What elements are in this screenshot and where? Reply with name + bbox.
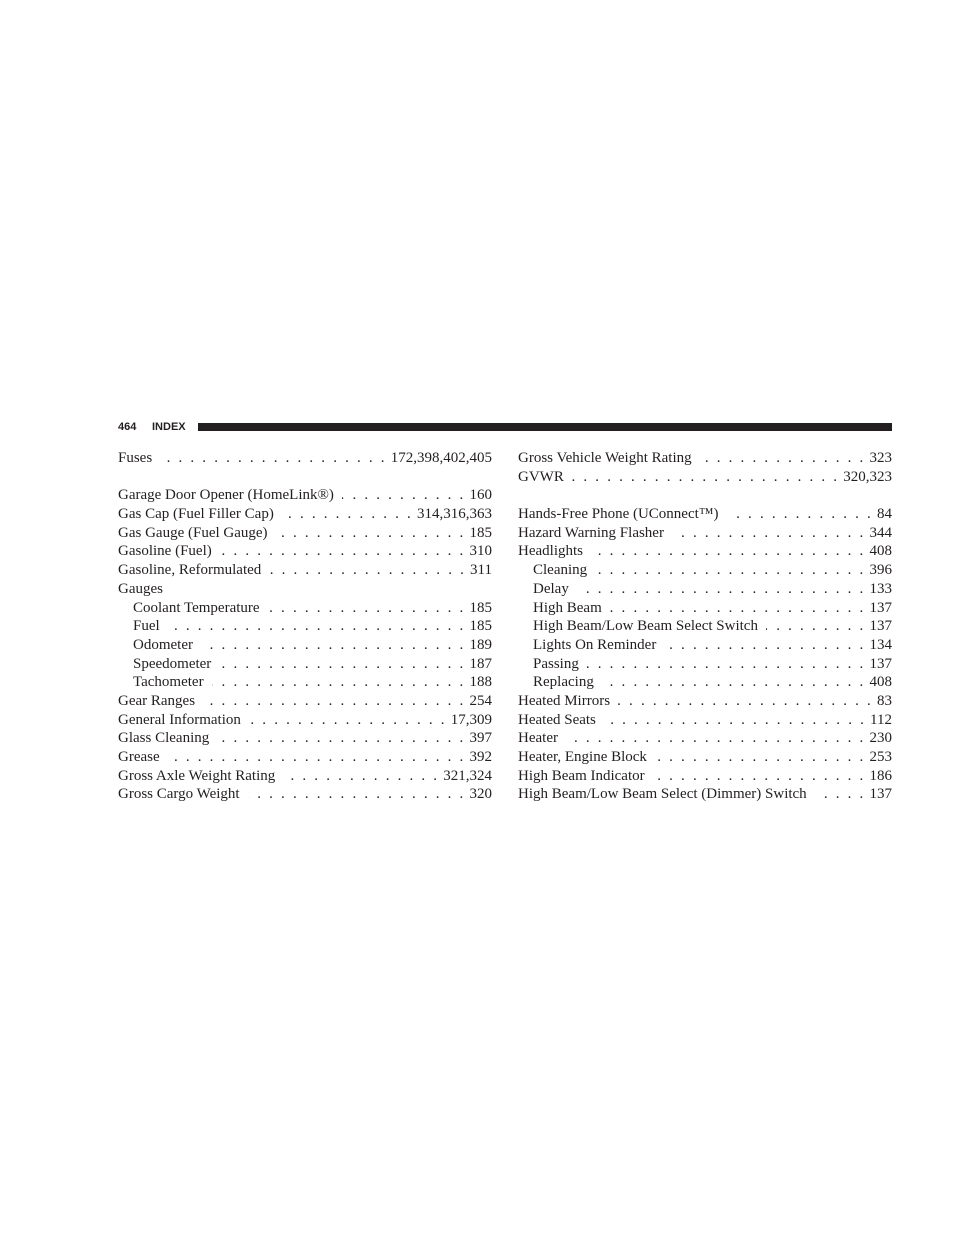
index-page-numbers: 408 [869,674,892,691]
dot-leader [700,449,866,468]
index-entry [518,711,892,730]
dot-leader [168,748,466,767]
index-page-numbers: 320 [469,786,492,803]
index-subentry [118,636,492,655]
index-entry [518,692,892,711]
index-subentry [518,636,892,655]
dot-leader [168,617,466,636]
index-page-numbers: 323 [869,450,892,466]
index-entry [118,542,492,561]
index-page-numbers: 84 [877,506,892,523]
index-term: Heater, Engine Block [518,749,647,765]
dot-leader [727,505,874,524]
dot-leader [212,673,466,692]
index-entry [118,449,492,468]
index-term: Passing [533,655,579,672]
dot-leader [610,599,866,618]
dot-leader [276,524,466,543]
index-page-numbers: 320,323 [843,468,892,485]
index-entry [118,486,492,505]
index-entry [518,729,892,748]
index-page-numbers: 112 [870,711,892,728]
index-entry [118,748,492,767]
index-term: Tachometer [133,674,204,691]
index-term: Gear Ranges [118,692,196,709]
index-entry [118,729,492,748]
index-entry [118,767,492,786]
index-subentry [518,580,892,599]
dot-leader [591,542,866,561]
index-page-numbers: 187 [469,655,492,672]
index-term: Delay [533,580,569,597]
index-page-numbers: 188 [469,674,492,691]
index-term: Heater [518,730,558,747]
dot-leader [220,542,466,561]
index-term: GVWR [518,468,564,485]
section-title: INDEX [152,421,186,433]
dot-leader [664,636,865,655]
index-page-numbers: 134 [869,636,892,653]
index-term: High Beam/Low Beam Select (Dimmer) Switch [518,786,807,803]
index-entry [118,711,492,730]
index-entry [118,785,492,804]
index-page-numbers: 185 [469,599,492,616]
index-page-numbers: 314,316,363 [417,506,492,523]
index-page-numbers: 310 [469,543,492,560]
index-page-numbers: 133 [869,580,892,597]
dot-leader [595,561,865,580]
index-term: Replacing [533,674,594,691]
index-entry [118,524,492,543]
dot-leader [587,655,866,674]
index-page-numbers: 185 [469,524,492,541]
dot-leader [283,767,439,786]
index-term: Gross Vehicle Weight Rating [518,450,692,466]
index-term: Gas Gauge (Fuel Gauge) [118,524,268,541]
index-term: Gasoline, Reformulated [118,562,262,579]
index-term: General Information [118,711,241,728]
index-subentry [518,561,892,580]
dot-leader [653,767,866,786]
index-entry [518,468,892,487]
index-term: Headlights [518,543,583,560]
dot-leader [282,505,413,524]
index-term: Grease [118,749,160,765]
index-entry [118,580,492,599]
index-term: Gross Axle Weight Rating [118,767,276,784]
index-term: Fuel [133,618,160,635]
index-subentry [518,599,892,618]
dot-leader [342,486,466,505]
dot-leader [618,692,873,711]
dot-leader [602,673,866,692]
index-page-numbers: 392 [469,749,492,765]
index-page-numbers: 230 [869,730,892,747]
dot-leader [160,449,387,468]
dot-leader [219,655,465,674]
index-entry [118,692,492,711]
dot-leader [604,711,866,730]
index-term: High Beam Indicator [518,767,645,784]
dot-leader [572,468,839,487]
index-term: Gas Cap (Fuel Filler Cap) [118,506,274,523]
index-column-right [518,449,892,804]
dot-leader [201,636,466,655]
header-rule [198,423,892,431]
index-entry [118,505,492,524]
index-page-numbers: 253 [869,749,892,765]
index-term: Gauges [118,580,163,597]
index-page-numbers: 396 [869,562,892,579]
index-term: Heated Seats [518,711,596,728]
index-page-numbers: 160 [469,487,492,504]
dot-leader [249,711,447,730]
index-page-numbers: 137 [869,655,892,672]
index-page-numbers: 186 [869,767,892,784]
index-term: Hazard Warning Flasher [518,524,664,541]
index-page-numbers: 397 [469,730,492,747]
index-term: High Beam/Low Beam Select Switch [533,618,758,635]
index-term: Heated Mirrors [518,692,611,709]
index-entry [518,505,892,524]
index-entry [518,542,892,561]
index-subentry [118,673,492,692]
index-page-numbers: 408 [869,543,892,560]
index-subentry [118,599,492,618]
index-term: Lights On Reminder [533,636,657,653]
index-page-numbers: 344 [869,524,892,541]
dot-leader [217,729,465,748]
dot-leader [655,748,866,767]
index-page-numbers: 137 [869,599,892,616]
index-entry [518,767,892,786]
index-term: Speedometer [133,655,212,672]
page-header [118,419,892,435]
index-term: Glass Cleaning [118,730,210,747]
index-page-numbers: 311 [470,562,492,579]
index-entry [518,748,892,767]
index-page-numbers: 137 [869,618,892,635]
index-page-numbers: 185 [469,618,492,635]
index-subentry [518,655,892,674]
dot-leader [577,580,866,599]
index-entry [518,524,892,543]
dot-leader [566,729,866,748]
dot-leader [815,785,866,804]
index-subentry [518,617,892,636]
index-page-numbers: 137 [869,786,892,803]
dot-leader [269,561,466,580]
index-term: Hands-Free Phone (UConnect™) [518,506,719,523]
index-entry [518,785,892,804]
dot-leader [248,785,466,804]
index-term: Garage Door Opener (HomeLink®) [118,487,334,504]
index-page-numbers: 83 [877,692,892,709]
index-subentry [118,655,492,674]
index-subentry [118,617,492,636]
index-entry [118,561,492,580]
dot-leader [203,692,465,711]
dot-leader [766,617,866,636]
index-page-numbers: 254 [469,692,492,709]
index-column-left [118,449,492,804]
index-term: Gasoline (Fuel) [118,543,212,560]
index-entry [518,449,892,468]
index-term: Gross Cargo Weight [118,786,240,803]
index-page-numbers: 189 [469,636,492,653]
dot-leader [268,599,466,618]
index-term: Cleaning [533,562,588,579]
index-term: Fuses [118,450,153,466]
index-page-numbers: 321,324 [443,767,492,784]
index-term: Coolant Temperature [133,599,260,616]
page-number: 464 [118,421,137,433]
index-term: High Beam [533,599,602,616]
index-subentry [518,673,892,692]
index-term: Odometer [133,636,193,653]
index-page-numbers: 17,309 [450,711,492,728]
index-page-numbers: 172,398,402,405 [390,450,492,466]
dot-leader [672,524,866,543]
